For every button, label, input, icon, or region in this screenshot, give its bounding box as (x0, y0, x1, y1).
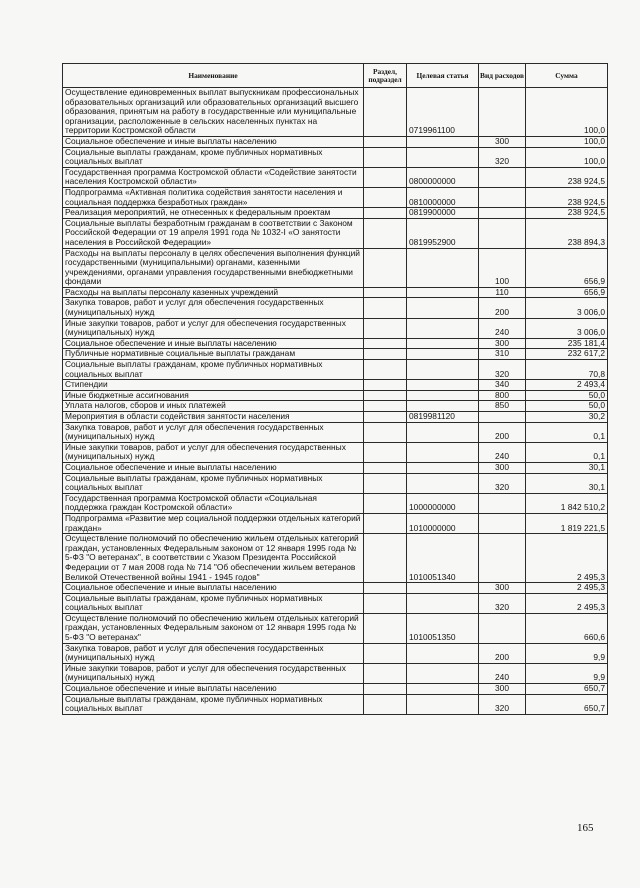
table-row (63, 390, 608, 401)
cell-name: Социальные выплаты гражданам, кроме публичных нормативных социальных выплат (63, 694, 364, 714)
table-row (63, 187, 608, 207)
cell-vid: 300 (479, 684, 526, 695)
cell-article (407, 684, 479, 695)
cell-sum: 70,8 (526, 360, 608, 380)
table-row (63, 663, 608, 683)
table-row (63, 248, 608, 287)
cell-sum: 656,9 (526, 248, 608, 287)
cell-name: Социальные выплаты гражданам, кроме публичных нормативных социальных выплат (63, 473, 364, 493)
cell-article (407, 663, 479, 683)
cell-razdel (364, 583, 407, 594)
cell-vid: 320 (479, 473, 526, 493)
cell-name: Социальные выплаты гражданам, кроме публичных нормативных социальных выплат (63, 147, 364, 167)
cell-sum: 0,1 (526, 442, 608, 462)
cell-name: Иные закупки товаров, работ и услуг для обеспечения государственных (муниципальных) нужд (63, 663, 364, 683)
table-row (63, 462, 608, 473)
cell-name: Государственная программа Костромской области «Содействие занятости населения Костромской области» (63, 167, 364, 187)
cell-vid: 200 (479, 643, 526, 663)
table-row (63, 208, 608, 219)
header-article: Целевая статья (407, 64, 479, 88)
cell-name: Социальное обеспечение и иные выплаты населению (63, 136, 364, 147)
cell-article (407, 473, 479, 493)
table-row (63, 694, 608, 714)
cell-razdel (364, 298, 407, 318)
cell-razdel (364, 412, 407, 423)
cell-name: Закупка товаров, работ и услуг для обеспечения государственных (муниципальных) нужд (63, 298, 364, 318)
cell-vid: 240 (479, 442, 526, 462)
table-row (63, 422, 608, 442)
cell-name: Мероприятия в области содействия занятости населения (63, 412, 364, 423)
cell-sum: 100,0 (526, 88, 608, 137)
cell-razdel (364, 643, 407, 663)
cell-article (407, 422, 479, 442)
table-row (63, 298, 608, 318)
cell-razdel (364, 349, 407, 360)
cell-vid: 110 (479, 287, 526, 298)
cell-article: 0800000000 (407, 167, 479, 187)
table-row (63, 380, 608, 391)
cell-name: Осуществление полномочий по обеспечению жильем отдельных категорий граждан, установленных Федеральным законом от 12 января 1995 года № 5-ФЗ "О ветеранах", в соответствии с Указом Президента Российской Федерации от 7 мая 2008 года № 714 "Об обеспечении жильем ветеранов Великой Отечественной войны 1941 - 1945 годов" (63, 534, 364, 583)
cell-sum: 100,0 (526, 147, 608, 167)
cell-razdel (364, 694, 407, 714)
cell-article (407, 462, 479, 473)
cell-vid (479, 167, 526, 187)
cell-vid (479, 187, 526, 207)
cell-razdel (364, 187, 407, 207)
cell-sum: 30,2 (526, 412, 608, 423)
cell-vid: 320 (479, 360, 526, 380)
cell-razdel (364, 208, 407, 219)
cell-razdel (364, 513, 407, 533)
cell-vid (479, 534, 526, 583)
cell-article: 0819952900 (407, 218, 479, 248)
cell-vid: 310 (479, 349, 526, 360)
cell-article: 1000000000 (407, 493, 479, 513)
cell-name: Социальное обеспечение и иные выплаты населению (63, 462, 364, 473)
cell-sum: 30,1 (526, 462, 608, 473)
cell-sum: 238 924,5 (526, 187, 608, 207)
cell-razdel (364, 613, 407, 643)
cell-name: Стипендии (63, 380, 364, 391)
cell-name: Подпрограмма «Активная политика содействия занятости населения и социальная поддержка безработных граждан» (63, 187, 364, 207)
cell-name: Публичные нормативные социальные выплаты гражданам (63, 349, 364, 360)
table-row (63, 338, 608, 349)
cell-vid: 240 (479, 318, 526, 338)
cell-vid: 320 (479, 694, 526, 714)
cell-vid: 850 (479, 401, 526, 412)
cell-vid (479, 613, 526, 643)
table-row (63, 613, 608, 643)
cell-name: Социальные выплаты гражданам, кроме публичных нормативных социальных выплат (63, 593, 364, 613)
cell-article (407, 401, 479, 412)
cell-sum: 650,7 (526, 694, 608, 714)
table-row (63, 349, 608, 360)
cell-name: Социальное обеспечение и иные выплаты населению (63, 338, 364, 349)
cell-article: 0819900000 (407, 208, 479, 219)
cell-razdel (364, 593, 407, 613)
cell-sum: 0,1 (526, 422, 608, 442)
cell-vid: 300 (479, 136, 526, 147)
cell-sum: 2 493,4 (526, 380, 608, 391)
cell-article (407, 136, 479, 147)
cell-sum: 3 006,0 (526, 298, 608, 318)
cell-name: Государственная программа Костромской области «Социальная поддержка граждан Костромской области» (63, 493, 364, 513)
cell-vid: 800 (479, 390, 526, 401)
cell-vid: 240 (479, 663, 526, 683)
cell-vid (479, 208, 526, 219)
cell-razdel (364, 147, 407, 167)
header-name: Наименование (63, 64, 364, 88)
cell-article (407, 338, 479, 349)
cell-article (407, 380, 479, 391)
header-vid: Вид расходов (479, 64, 526, 88)
table-row (63, 136, 608, 147)
cell-razdel (364, 422, 407, 442)
cell-vid (479, 513, 526, 533)
cell-razdel (364, 684, 407, 695)
cell-name: Социальные выплаты безработным гражданам в соответствии с Законом Российской Федерации от 19 апреля 1991 года № 1032-I «О занятости населения в Российской Федерации» (63, 218, 364, 248)
cell-vid: 300 (479, 583, 526, 594)
cell-sum: 2 495,3 (526, 583, 608, 594)
table-row (63, 493, 608, 513)
cell-name: Осуществление полномочий по обеспечению жильем отдельных категорий граждан, установленных Федеральным законом от 12 января 1995 года № 5-ФЗ "О ветеранах" (63, 613, 364, 643)
cell-article (407, 442, 479, 462)
cell-razdel (364, 248, 407, 287)
cell-article: 0810000000 (407, 187, 479, 207)
cell-article (407, 360, 479, 380)
cell-article (407, 643, 479, 663)
cell-vid: 340 (479, 380, 526, 391)
table-row (63, 583, 608, 594)
cell-razdel (364, 136, 407, 147)
cell-razdel (364, 338, 407, 349)
cell-sum: 2 495,3 (526, 593, 608, 613)
cell-name: Подпрограмма «Развитие мер социальной поддержки отдельных категорий граждан» (63, 513, 364, 533)
cell-sum: 660,6 (526, 613, 608, 643)
cell-vid (479, 493, 526, 513)
cell-sum: 50,0 (526, 390, 608, 401)
budget-table (62, 63, 608, 715)
cell-razdel (364, 218, 407, 248)
cell-razdel (364, 287, 407, 298)
cell-sum: 1 819 221,5 (526, 513, 608, 533)
table-row (63, 218, 608, 248)
cell-razdel (364, 462, 407, 473)
cell-vid: 300 (479, 338, 526, 349)
cell-sum: 232 617,2 (526, 349, 608, 360)
cell-razdel (364, 493, 407, 513)
table-row (63, 473, 608, 493)
cell-sum: 656,9 (526, 287, 608, 298)
cell-name: Осуществление единовременных выплат выпускникам профессиональных образовательных организаций или образовательных организаций высшего образования, принятым на работу в государственные или муниципальные организации, расположенные в сельских населенных пунктах на территории Костромской области (63, 88, 364, 137)
cell-razdel (364, 663, 407, 683)
cell-razdel (364, 167, 407, 187)
cell-article (407, 248, 479, 287)
cell-article (407, 287, 479, 298)
cell-vid: 300 (479, 462, 526, 473)
cell-razdel (364, 401, 407, 412)
table-header-row (63, 64, 608, 88)
cell-razdel (364, 473, 407, 493)
cell-article: 1010051350 (407, 613, 479, 643)
table-row (63, 287, 608, 298)
cell-sum: 238 924,5 (526, 208, 608, 219)
table-row (63, 147, 608, 167)
cell-article: 0819981120 (407, 412, 479, 423)
cell-article: 1010000000 (407, 513, 479, 533)
cell-vid: 200 (479, 422, 526, 442)
table-row (63, 513, 608, 533)
cell-name: Социальное обеспечение и иные выплаты населению (63, 583, 364, 594)
cell-name: Уплата налогов, сборов и иных платежей (63, 401, 364, 412)
cell-razdel (364, 88, 407, 137)
table-row (63, 318, 608, 338)
cell-name: Расходы на выплаты персоналу казенных учреждений (63, 287, 364, 298)
cell-name: Иные бюджетные ассигнования (63, 390, 364, 401)
cell-article (407, 583, 479, 594)
cell-razdel (364, 534, 407, 583)
cell-article (407, 349, 479, 360)
table-row (63, 360, 608, 380)
cell-sum: 235 181,4 (526, 338, 608, 349)
table-row (63, 534, 608, 583)
cell-article (407, 147, 479, 167)
cell-name: Иные закупки товаров, работ и услуг для обеспечения государственных (муниципальных) нужд (63, 442, 364, 462)
cell-sum: 650,7 (526, 684, 608, 695)
table-row (63, 88, 608, 137)
header-sum: Сумма (526, 64, 608, 88)
cell-sum: 9,9 (526, 643, 608, 663)
cell-vid: 320 (479, 593, 526, 613)
cell-sum: 238 924,5 (526, 167, 608, 187)
table-row (63, 684, 608, 695)
cell-sum: 30,1 (526, 473, 608, 493)
table-row (63, 167, 608, 187)
cell-article: 1010051340 (407, 534, 479, 583)
cell-sum: 238 894,3 (526, 218, 608, 248)
table-row (63, 401, 608, 412)
cell-name: Социальные выплаты гражданам, кроме публичных нормативных социальных выплат (63, 360, 364, 380)
cell-name: Закупка товаров, работ и услуг для обеспечения государственных (муниципальных) нужд (63, 643, 364, 663)
cell-sum: 2 495,3 (526, 534, 608, 583)
cell-name: Закупка товаров, работ и услуг для обеспечения государственных (муниципальных) нужд (63, 422, 364, 442)
cell-vid: 200 (479, 298, 526, 318)
cell-article (407, 318, 479, 338)
cell-vid: 320 (479, 147, 526, 167)
cell-vid (479, 88, 526, 137)
cell-razdel (364, 360, 407, 380)
cell-sum: 3 006,0 (526, 318, 608, 338)
cell-vid (479, 218, 526, 248)
cell-name: Социальное обеспечение и иные выплаты населению (63, 684, 364, 695)
cell-name: Иные закупки товаров, работ и услуг для обеспечения государственных (муниципальных) нужд (63, 318, 364, 338)
cell-sum: 50,0 (526, 401, 608, 412)
cell-article (407, 694, 479, 714)
cell-sum: 9,9 (526, 663, 608, 683)
header-razdel: Раздел, подраздел (364, 64, 407, 88)
cell-article (407, 390, 479, 401)
table-row (63, 412, 608, 423)
cell-sum: 1 842 510,2 (526, 493, 608, 513)
cell-name: Расходы на выплаты персоналу в целях обеспечения выполнения функций государственными (муниципальными) органами, казенными учреждениями, органами управления государственными внебюджетными фондами (63, 248, 364, 287)
cell-razdel (364, 318, 407, 338)
cell-razdel (364, 442, 407, 462)
page-number: 165 (577, 822, 594, 834)
cell-razdel (364, 390, 407, 401)
cell-vid (479, 412, 526, 423)
cell-sum: 100,0 (526, 136, 608, 147)
cell-article: 0719961100 (407, 88, 479, 137)
cell-article (407, 298, 479, 318)
table-row (63, 643, 608, 663)
table-row (63, 593, 608, 613)
cell-article (407, 593, 479, 613)
table-row (63, 442, 608, 462)
cell-vid: 100 (479, 248, 526, 287)
cell-razdel (364, 380, 407, 391)
cell-name: Реализация мероприятий, не отнесенных к федеральным проектам (63, 208, 364, 219)
